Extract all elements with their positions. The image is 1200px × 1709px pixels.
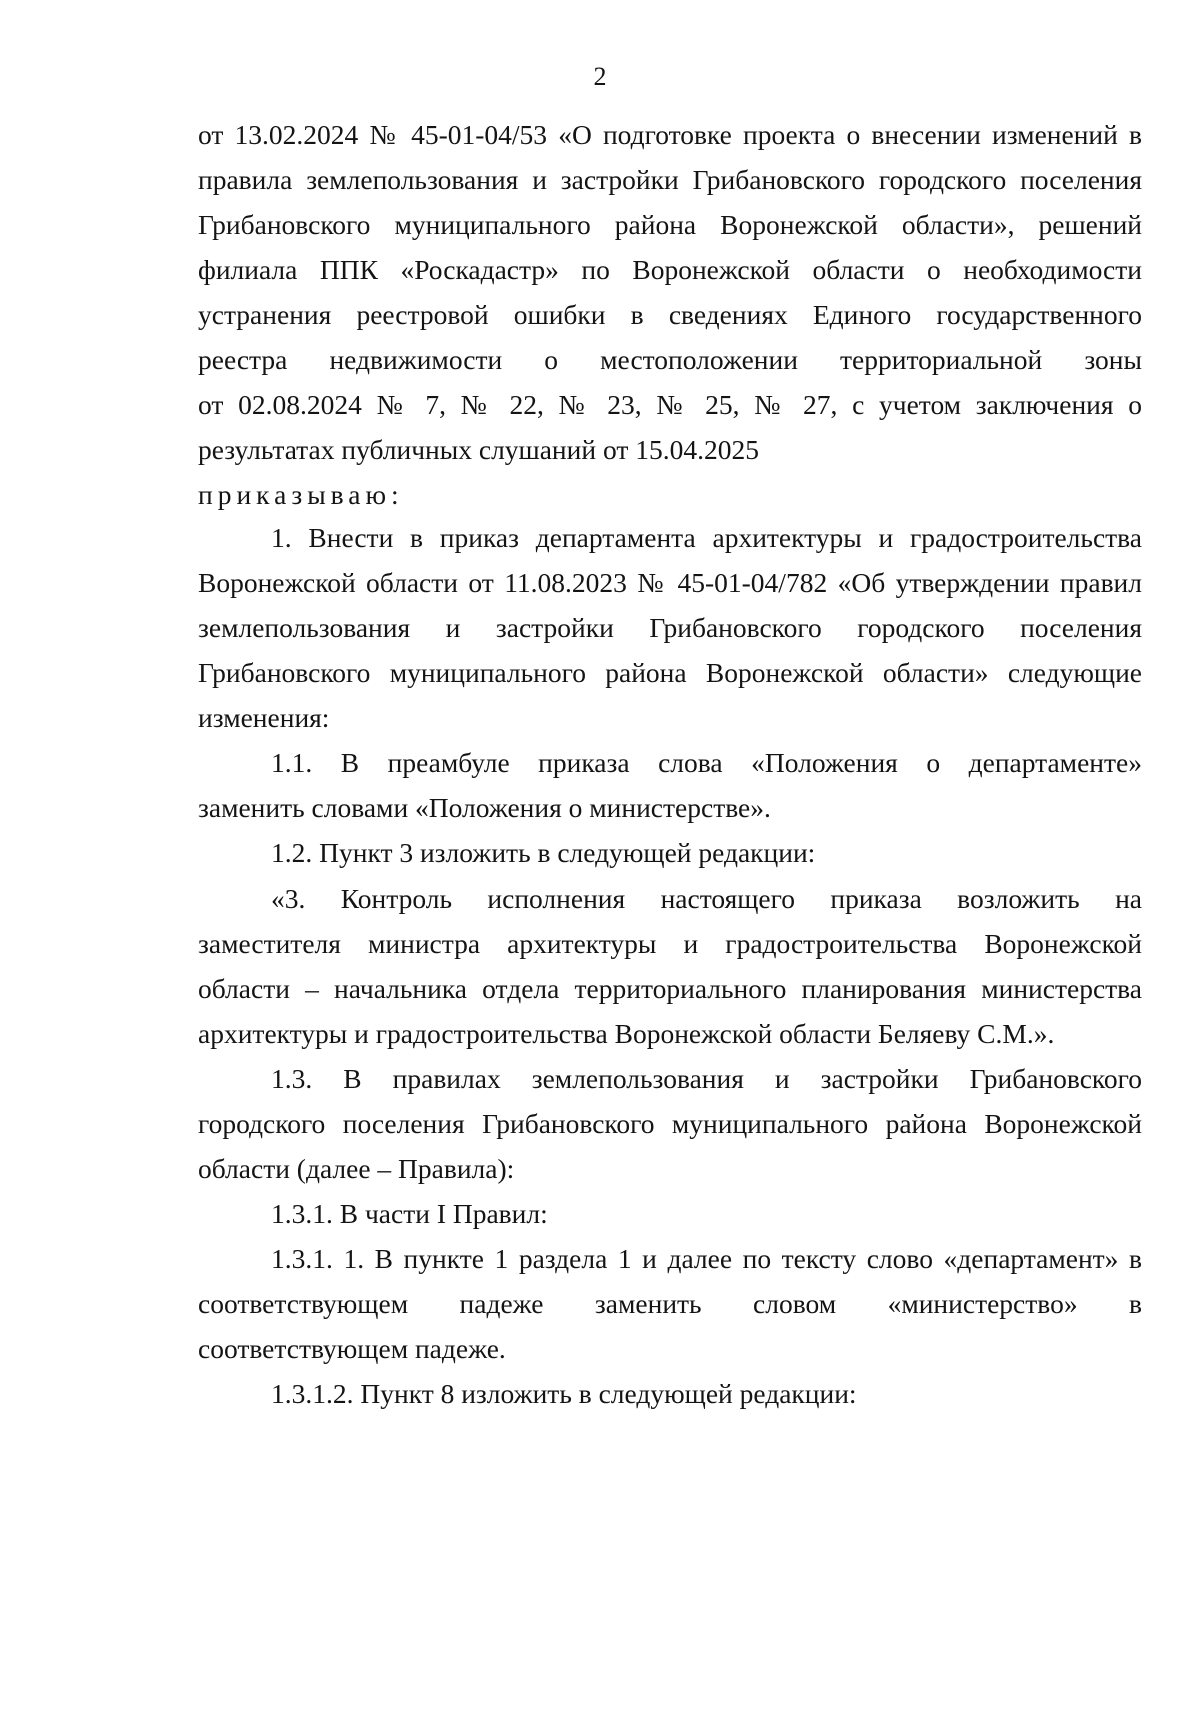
text-line: филиала ППК «Роскадастр» по Воронежской области о необходимости <box>198 254 1142 285</box>
text-line: реестра недвижимости о местоположении территориальной зоны <box>198 344 1142 375</box>
page-number: 2 <box>593 62 607 91</box>
text-line: соответствующем падеже. <box>198 1333 506 1364</box>
text-line: 1.3.1.2. Пункт 8 изложить в следующей редакции: <box>271 1378 857 1409</box>
text-line: 1.1. В преамбуле приказа слова «Положения о департаменте» <box>271 747 1142 778</box>
text-line: изменения: <box>198 702 330 733</box>
text-line: приказываю: <box>198 479 404 510</box>
text-line: устранения реестровой ошибки в сведениях Единого государственного <box>198 299 1142 330</box>
text-line: от 02.08.2024 № 7, № 22, № 23, № 25, № 27, с учетом заключения о <box>198 389 1142 420</box>
text-line: области (далее – Правила): <box>198 1153 515 1184</box>
text-line: соответствующем падеже заменить словом «министерство» в <box>198 1288 1142 1319</box>
text-line: городского поселения Грибановского муниципального района Воронежской <box>198 1108 1142 1139</box>
text-line: области – начальника отдела территориального планирования министерства <box>198 973 1142 1004</box>
text-line: 1. Внести в приказ департамента архитектуры и градостроительства <box>271 522 1142 553</box>
text-line: Воронежской области от 11.08.2023 № 45-01-04/782 «Об утверждении правил <box>198 567 1142 598</box>
text-line: 1.3. В правилах землепользования и застройки Грибановского <box>271 1063 1142 1094</box>
text-line: 1.3.1. В части I Правил: <box>271 1198 548 1229</box>
text-line: заменить словами «Положения о министерстве». <box>198 792 771 823</box>
text-line: Грибановского муниципального района Воронежской области» следующие <box>198 657 1142 688</box>
text-line: землепользования и застройки Грибановского городского поселения <box>198 612 1142 643</box>
text-line: 1.3.1. 1. В пункте 1 раздела 1 и далее по тексту слово «департамент» в <box>271 1243 1142 1274</box>
text-line: Грибановского муниципального района Воронежской области», решений <box>198 209 1142 240</box>
text-line: архитектуры и градостроительства Воронежской области Беляеву С.М.». <box>198 1018 1055 1049</box>
text-line: правила землепользования и застройки Грибановского городского поселения <box>198 164 1142 195</box>
text-line: «3. Контроль исполнения настоящего приказа возложить на <box>271 883 1142 914</box>
text-line: от 13.02.2024 № 45-01-04/53 «О подготовке проекта о внесении изменений в <box>198 119 1142 150</box>
document-body <box>198 118 1142 1418</box>
text-line: заместителя министра архитектуры и градостроительства Воронежской <box>198 928 1142 959</box>
text-line: результатах публичных слушаний от 15.04.2025 <box>198 434 759 465</box>
text-line: 1.2. Пункт 3 изложить в следующей редакции: <box>271 837 816 868</box>
